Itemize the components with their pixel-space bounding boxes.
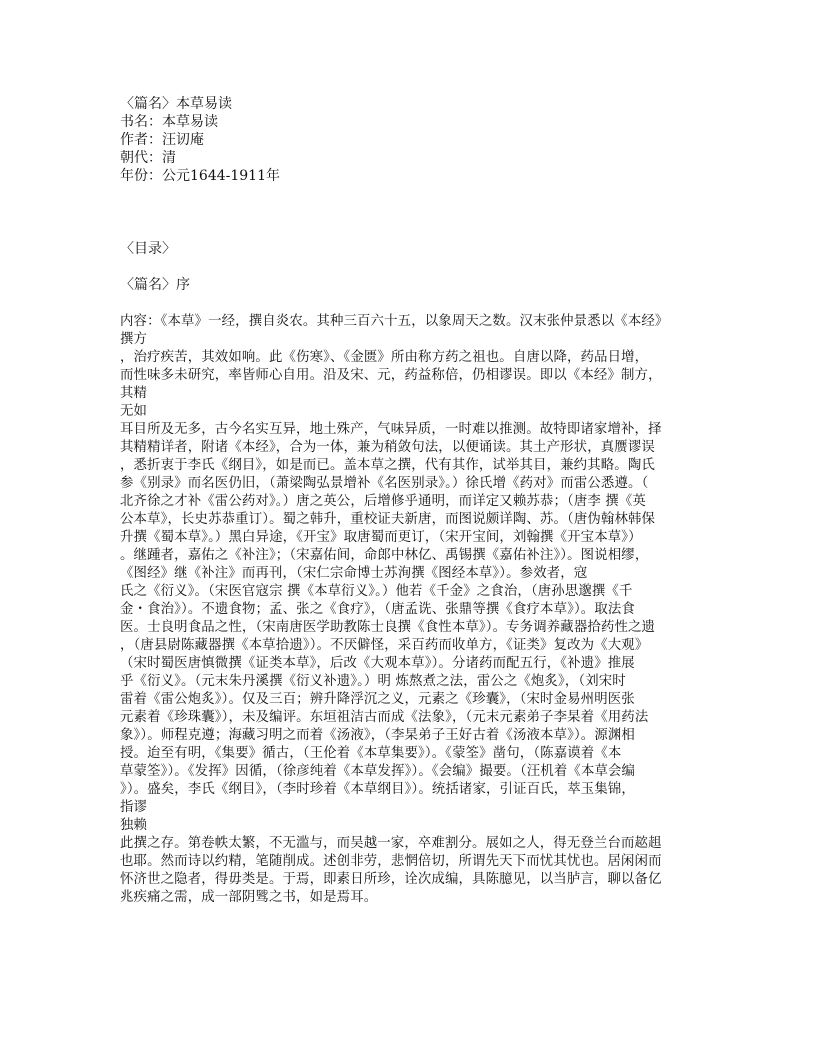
text-line: 乎《衍义》。（元末朱丹溪撰《衍义补遗》。）明 炼熬煮之法，雷公之《炮炙》，（刘宋时 xyxy=(120,674,626,689)
text-line: 其精精详者，附诸《本经》，合为一体，兼为稍敛句法，以便诵读。其土产形状，真赝谬误 xyxy=(120,440,655,455)
section-title: 〈篇名〉序 xyxy=(120,277,190,293)
text-line: 内容：《本草》一经，撰自炎农。其种三百六十五，以象周天之数。汉末张仲景悉以《本经》 xyxy=(120,314,669,329)
text-line: 也耶。然而诗以约精，笔随削成。述创非劳，悲惘倍切，所谓先天下而忧其忧也。居闲闲而 xyxy=(120,854,662,869)
text-line: （宋时蜀医唐慎微撰《证类本草》，后改《大观本草》）。分诸药而配五行，《补遗》推展 xyxy=(120,656,635,671)
book-name: 书名：本草易读 xyxy=(120,114,218,130)
text-line: ，悉折衷于李氏《纲目》，如是而已。盖本草之撰，代有其作，试举其目，兼约其略。陶氏 xyxy=(120,458,655,473)
text-line: 怀济世之隐者，得毋类是。于焉，即素日所珍，诠次成编，具陈臆见，以当胪言，聊以备亿 xyxy=(120,872,662,887)
text-line: 耳目所及无多，古今名实互异，地土殊产，气味异质，一时难以推测。故特即诸家增补，择 xyxy=(120,422,662,437)
text-line: 授。迨至有明，《集要》循古，（王伦着《本草集要》）。《蒙筌》凿句，（陈嘉谟着《本 xyxy=(120,746,622,761)
text-line: 医。士良明食品之性，（宋南唐医学助教陈士良撰《食性本草》）。专务调养藏器拾药性之遗 xyxy=(120,620,656,635)
table-of-contents-label: 〈目录〉 xyxy=(120,241,176,257)
dynasty: 朝代：清 xyxy=(120,150,176,166)
text-line: 升撰《蜀本草》。）黑白异途，《开宝》取唐蜀而更订，（宋开宝间，刘翰撰《开宝本草》） xyxy=(120,530,642,545)
text-line: 撰方 xyxy=(120,332,148,347)
text-line: 独赖 xyxy=(120,818,148,833)
text-line: 草蒙筌》）。《发挥》因循，（徐彦纯着《本草发挥》）。《会编》撮要。（汪机着《本草会编 xyxy=(120,764,636,779)
text-line: 。继踵者，嘉佑之《补注》；（宋嘉佑间，命郎中林亿、禹锡撰《嘉佑补注》）。图说相缪， xyxy=(120,548,649,563)
text-line: ，治疗疾苦，其效如响。此《伤寒》、《金匮》所由称方药之祖也。自唐以降，药品日增， xyxy=(120,350,649,365)
text-line: 雷着《雷公炮炙》）。仅及三百；辨升降浮沉之义，元素之《珍囊》，（宋时金易州明医张 xyxy=(120,692,635,707)
text-line: 此撰之存。第卷帙太繁，不无滥与，而吴越一家，卒难割分。展如之人，得无登兰台而趑趄 xyxy=(120,836,662,851)
text-line: 北齐徐之才补《雷公药对》。）唐之英公，后增修乎通明，而详定又赖苏恭；（唐李 撰《英 xyxy=(120,494,646,509)
text-line: 元素着《珍珠囊》），未及编评。东垣祖洁古而成《法象》，（元末元素弟子李杲着《用药法 xyxy=(120,710,649,725)
text-line: 氏之《衍义》。（宋医官寇宗 撰《本草衍义》。）他若《千金》之食治，（唐孙思邈撰《千 xyxy=(120,584,633,599)
text-line: ，（唐县尉陈藏器撰《本草拾遗》）。不厌僻怪，采百药而收单方，《证类》复改为《大观》 xyxy=(120,638,649,653)
text-line: 公本草》，长史苏恭重订）。蜀之韩升，重校证夫新唐，而图说颇详陶、苏。（唐伪翰林韩保 xyxy=(120,512,656,527)
text-line: 无如 xyxy=(120,404,148,419)
text-line: 金・食治》）。不遗食物；孟、张之《食疗》，（唐孟诜、张鼎等撰《食疗本草》）。取法食 xyxy=(120,602,635,617)
text-line: 》）。盛矣，李氏《纲目》，（李时珍着《本草纲目》）。统括诸家，引证百氏，萃玉集锦， xyxy=(120,782,635,797)
preface-body xyxy=(120,313,692,907)
year-range: 年份：公元1644-1911年 xyxy=(120,168,280,184)
text-line: 指谬 xyxy=(120,800,148,815)
text-line: 而性味多未研究，率皆师心自用。沿及宋、元，药益称倍，仍相谬误。即以《本经》制方， xyxy=(120,368,662,383)
text-line: 象》）。师程克遵；海藏习明之而着《汤液》，（李杲弟子王好古着《汤液本草》）。源渊相 xyxy=(120,728,635,743)
text-line: 《图经》继《补注》而再刊，（宋仁宗命博士苏洵撰《图经本草》）。参效者，寇 xyxy=(120,566,588,581)
text-line: 兆疾痛之需，成一部阴骘之书，如是焉耳。 xyxy=(120,890,378,905)
text-line: 参《别录》而名医仍旧，（萧梁陶弘景增补《名医别录》。）徐氏增《药对》而雷公悉遵。（ xyxy=(120,476,649,491)
text-line: 其精 xyxy=(120,386,148,401)
article-title: 〈篇名〉本草易读 xyxy=(120,96,232,112)
author: 作者：汪讱庵 xyxy=(120,132,204,148)
